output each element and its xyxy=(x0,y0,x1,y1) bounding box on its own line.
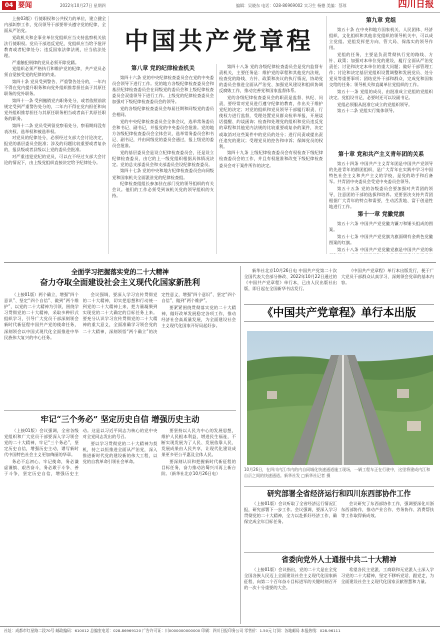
article-body xyxy=(244,268,434,302)
caption-text: 10月26日，在四川内江市内的内自同城化快速通道施工现场，一辆工程车正在行驶中，这里将建成内江和自贡之间的快速通道。新华社发 xyxy=(244,467,431,478)
paragraph: 第四十七条 党的中央和地方纪律检查委员会向同级党和国家机关全面派驻党的纪律检查组。 xyxy=(112,168,214,180)
section-divider xyxy=(4,262,436,263)
column-divider xyxy=(216,64,217,254)
page-number: 04 xyxy=(2,1,16,10)
charter-title: 中国共产党章程 xyxy=(124,26,314,55)
column-divider xyxy=(326,16,327,254)
section-divider xyxy=(244,486,434,487)
paragraph: 《中国共产党章程》单行本出版发行，便于广大党员干部群众认真学习、深刻领会党章的基本内容。 xyxy=(341,268,434,286)
spacer xyxy=(112,16,322,24)
section-divider xyxy=(244,552,434,553)
paragraph: 第五十五条 党的各级委员会要加强对共青团的领导，注意团的干部的选拔和培养。党要坚决支持共青团根据广大青年的特点和需要，生动活泼地、富于创造性地进行工作。 xyxy=(329,185,433,210)
paragraph: 上接03版）行使职权和公共权力的单位，建立健全内部纠察工作，党员领导干部要带头遵守党的纪律，全面从严治党。 xyxy=(4,16,106,34)
charter-column-1 xyxy=(4,16,106,254)
paragraph: 会议研究了东西部协作工作，强调要深化川浙东西部协作，推动产业合作、劳务协作、消费帮扶等工作取得新成效。 xyxy=(341,501,434,519)
paragraph: 第五十七条 中国共产党党旗为旗面缀有金黄色党徽图案的红旗。 xyxy=(329,233,433,246)
article-headline: 研究部署全省经济运行和四川东西部协作工作 xyxy=(267,489,411,498)
paragraph: 纪律检查组组长参加驻在部门党的领导组织的有关会议。他们的工作必须受到该机关党的领导组织的支持。 xyxy=(112,181,214,199)
charter-column-5 xyxy=(329,150,433,254)
issue-date: 2022年10月27日 星期四 xyxy=(60,3,106,8)
paragraph: 第四十一条 受到撤销党内职务处分，或者依照前款规定受到严重警告处分的，二年内不得在党内担任和向党外组织推荐担任与其原任职务相当或者高于其原任职务的职务。 xyxy=(4,97,106,121)
paragraph: 第五十二条 党组实行集体领导。 xyxy=(337,108,397,114)
paragraph: （上接01版）两个确立，增强“四个意识”、坚定“四个自信”、做到“两个维护”，以党的二十大精神为引领，围绕学习贯彻党的二十大精神，采取多种形式组织学习，引导广大党员干部深刻领会新时代新征程中国共产党的使命任务，深刻领会以中国式现代化全面推进中华民族伟大复兴的中心任务。 xyxy=(4,292,79,340)
chapter-heading: 第十一章 党徽党旗 xyxy=(357,212,405,219)
article-body xyxy=(4,292,236,406)
paragraph: （上接01版）会议指出，党的二十大是在全党全国各族人民迈上全面建设社会主义现代化国家新征程、向第二个百年奋斗目标进军的关键时刻召开的一次十分重要的大会。 xyxy=(244,567,337,591)
paragraph: 新华社北京10月26日电 中国共产党第二十次全国代表大会部分修改、2022年10月22日通过的《中国共产党章程》单行本，已由人民出版社出版，即日起在全国新华书店发行。 xyxy=(244,268,337,292)
paragraph: 对党员的纪律处分，必须经过支部大会讨论决定，报党的基层委员会批准；涉及的问题比较重要或者复杂的，报县级或者县级以上党的委员会批准。 xyxy=(4,135,106,153)
article-body xyxy=(244,567,434,623)
paragraph: 党组的任务，主要是负责贯彻执行党的路线、方针、政策；加强对本单位党的建设，履行全面从严治党责任；讨论和决定本单位的重大问题；做好干部管理工作；讨论和决定基层党组织设置调整和发展党员、处分党员等重要事项；团结党外干部和群众，完成党和国家交给的任务；领导机关和直属单位党组织的工作。 xyxy=(329,51,433,88)
paragraph: 要深刻认识和把握新时代新征程的目标任务，奋力推动治蜀兴川再上新台阶。（新华社北京10月26日电） xyxy=(161,458,236,477)
paragraph: 要紧紧围绕贯彻落实党的二十大精神，做好改革发展稳定各项工作，推动经济社会高质量发展，为全面建设社会主义现代化国家开好局起好步。 xyxy=(161,304,236,328)
highway-photo xyxy=(247,331,433,465)
paragraph: （上接01版）会议听取了全省经济运行情况汇报，研究部署下一步工作。会议强调，要深入学习贯彻党的二十大精神，全力以赴抓好经济工作，确保完成全年目标任务。 xyxy=(244,501,337,525)
photo-caption xyxy=(244,467,434,483)
article-headline: 省委向党外人士通报中共二十大精神 xyxy=(281,555,397,564)
paragraph: （上接01版）会议强调，全省各级党组织和广大党员干部要深入学习领会党的二十大精神，牢记“三个务必”，坚定历史自信，增强历史主动，谱写新时代中国特色社会主义更加绚丽的华章。 xyxy=(4,428,79,458)
paragraph: 党的中央纪律检查委员会全体会议，选举常务委员会和书记、副书记，并报党的中央委员会批准。党的地方各级纪律检查委员会全体会议，选举常务委员会和书记、副书记，并由同级党的委员会通过，报上级党的委员会批准。 xyxy=(112,118,214,149)
article-body xyxy=(4,428,236,622)
paragraph: 党组织必须严格执行和维护党的纪律，共产党员必须自觉接受党的纪律的约束。 xyxy=(4,66,106,78)
article-body xyxy=(244,501,434,549)
paragraph: 第五十八条 中国共产党党徽党旗是中国共产党的象 xyxy=(337,246,433,252)
section-name: 要闻 xyxy=(18,1,32,9)
paragraph: 务必不忘初心、牢记使命，务必谦虚谨慎、艰苦奋斗，务必敢于斗争、善于斗争，坚定历史自信，增强历史主动。这是以习近平同志为核心的党中央对全党同志发出的号召。 xyxy=(4,428,158,477)
photo-credit: □新华社记者 摄 xyxy=(301,472,331,478)
paragraph: 第四十九条 上级纪律检查委员会有权检查下级纪律检查委员会的工作，并且有权批准和改变下级纪律检查委员会对于案件所作的决定。 xyxy=(219,150,323,168)
paragraph: 第四十六条 党的中央纪律检查委员会在党的中央委员会领导下进行工作。党的地方各级纪律检查委员会和基层纪律检查委员会在同级党的委员会和上级纪律检查委员会双重领导下进行工作。上级党的纪律检查委员会加强对下级纪律检查委员会的领导。 xyxy=(112,75,214,105)
paragraph: 对严重违犯党纪的党员，可以在不经过支部大会讨论的情况下，由上级党组织直接决定给予纪律处分。 xyxy=(4,154,106,166)
newspaper-logo: 四川日报 xyxy=(397,0,434,10)
chapter-heading: 第九章 党组 xyxy=(366,18,396,24)
column-divider xyxy=(240,266,241,624)
charter-column-3 xyxy=(219,64,323,254)
paragraph: 第五十一条 党组的成员，由批准成立党组的党组织决定。党组设书记，必要时还可以设副书记。 xyxy=(329,88,433,101)
paragraph: 第五十六条 中国共产党党徽为镰刀和锤头组成的图案。 xyxy=(329,221,433,233)
article-headline: 牢记“三个务必” 坚定历史自信 增强历史主动 xyxy=(40,414,200,424)
page-footer: 社址：成都市红星路二段70号 邮政编码：610012 总编室电话：028-86969120 广告许可证：川0000000000000 印刷：四川日报印务公司 零售价：1.50元 订阅：各地邮局 本报热线：028-96111 xyxy=(0,626,440,635)
chapter-heading: 第八章 党的纪律检查机关 xyxy=(131,66,195,72)
paragraph: 严重触犯刑律的党员必须开除党籍。 xyxy=(12,59,80,65)
paragraph: 要以学习贯彻党的二十大精神为契机，持之以恒推进全面从严治党，深入推进新时代党的建设新的伟大工程，以党的自我革命引领社会革命。 xyxy=(82,440,158,464)
article-headline: 奋力夺取全面建设社会主义现代化国家新胜利 xyxy=(40,277,200,287)
paragraph: 党组必须服从批准它成立的党组织领导。 xyxy=(337,101,413,107)
paragraph: 党的各级纪律检查委员会的职责是监督、执纪、问责，要经常对党员进行遵守纪律的教育，作出关于维护党纪的决定；对党的组织和党员领导干部履行职责、行使权力进行监督，受理处置党员群众检举举报，开展谈话提醒、约谈函询；检查和处理党的组织和党员违反党的章程和其他党内法规的比较重要或复杂的案件，决定或取消对这些案件中的党员的处分；进行问责或提出责任追究的建议；受理党员的控告和申诉；保障党员的权利。 xyxy=(219,94,323,149)
paragraph: 第四十条 党员受到警告、严重警告处分的，一年内不得在党内提升职务和向党外组织推荐担任高于其原任职务的党外职务。 xyxy=(4,78,106,97)
paragraph: 党的各级纪律检查委员会每届任期和同级党的委员会相同。 xyxy=(112,105,214,118)
section-divider xyxy=(4,410,236,411)
paragraph: 要坚持以人民为中心的发展思想，维护人民根本利益，增进民生福祉，不断实现发展为了人民、发展依靠人民、发展成果由人民共享，让现代化建设成果更多更公平惠及全体人民。 xyxy=(161,428,236,458)
paragraph: 希望各民主党派、工商联和无党派人士深入学习党的二十大精神，坚定不移听党话、跟党走，为全面建设社会主义现代化国家贡献智慧和力量。 xyxy=(341,567,434,585)
highway-image xyxy=(247,331,433,465)
paragraph: 党政机关和企事业单位党组织应当支持监察机关依法行使职权。党员干部违反党纪，党组织应当给予批评教育或者纪律处分；违反国家法律法规，应当依法处理。 xyxy=(4,34,106,59)
paragraph: 会议强调，要深入学习宣传贯彻党的二十大精神，切实把思想和行动统一到党的二十大精神上来，把力量凝聚到实现党的二十大确定的目标任务上来。要充分认识学习宣传贯彻党的二十大精神的重大意义，全面准确学习领会党的二十大精神，深刻领悟“两个确立”的决定性意义，增强“四个意识”、坚定“四个自信”、做到“两个维护”。 xyxy=(82,292,236,334)
article-kicker: 全面学习把握落实党的二十大精神 xyxy=(71,268,169,276)
editor-line: 编辑：吴晓东 电话：028-86969002 实习生 杨德 美编：蔡琼 xyxy=(236,3,347,8)
article-headline: 《中国共产党章程》单行本出版 xyxy=(244,304,434,322)
paragraph: 第四十八条 党的各级纪律检查委员会是党内监督专责机关，主要任务是：维护党的章程和其他党内法规，检查党的路线、方针、政策和决议的执行情况，协助党的委员会推进全面从严治党、加强党风建设和组织协调反腐败工作，推动完善党和国家监督体系。 xyxy=(219,64,323,94)
paragraph: 第五十四条 中国共产主义青年团是中国共产党领导的先进青年的群团组织，是广大青年在实践中学习中国特色社会主义和共产主义的学校，是党的助手和后备军。共青团中央委员会受党中央委员会领导。 xyxy=(329,161,433,185)
paragraph: 第五十条 在中央和地方国家机关、人民团体、经济组织、文化组织和其他非党组织的领导机关中，可以成立党组。党组发挥把方向、管大局、保落实的领导作用。 xyxy=(329,27,433,51)
paragraph: 第四十二条 党员受到留党察看处分，察看期间没有表决权、选举权和被选举权。 xyxy=(4,122,106,134)
column-divider xyxy=(108,16,109,254)
page-header xyxy=(0,0,440,13)
chapter-heading: 第十章 党和共产主义青年团的关系 xyxy=(338,152,424,158)
paragraph: 党的基层委员会是设立纪律检查委员会，还是设立纪律检查委员，由它的上一级党组织根据具体情况决定。党的总支部委员会和支部委员会设纪律检查委员。 xyxy=(112,149,214,167)
charter-column-2 xyxy=(112,64,214,254)
